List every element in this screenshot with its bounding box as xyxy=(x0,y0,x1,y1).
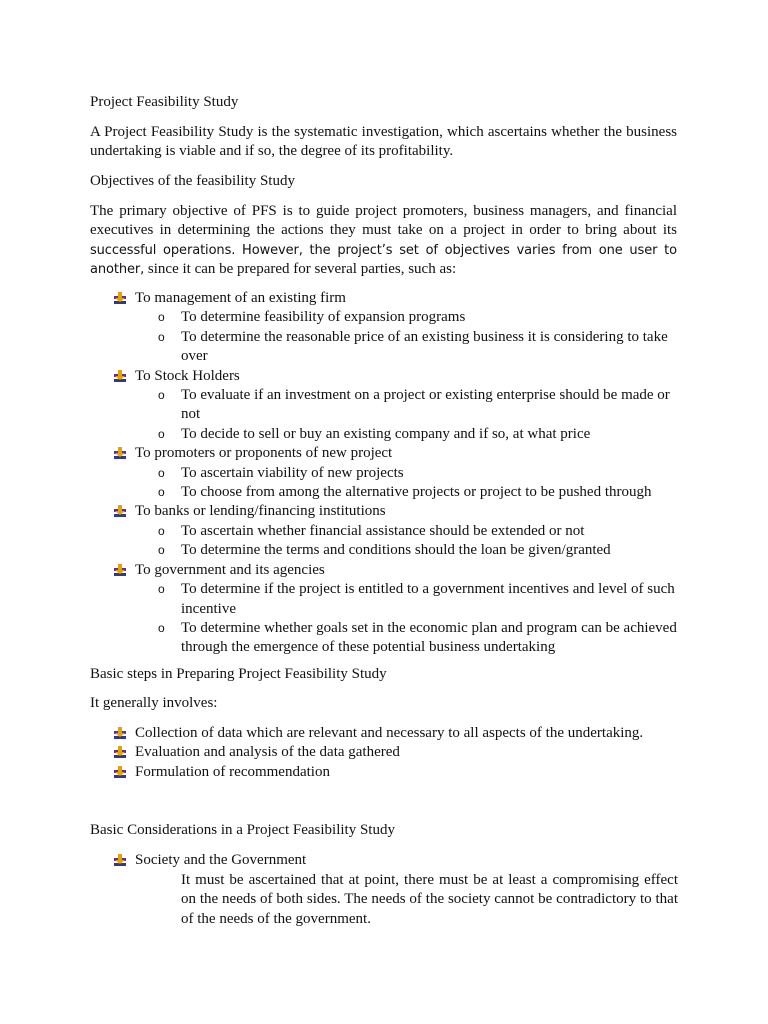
circle-bullet-icon: o xyxy=(158,426,165,441)
consideration-item xyxy=(90,851,680,870)
sub-item-text: To determine the terms and conditions should the loan be given/granted xyxy=(181,542,611,559)
sub-item-text: To ascertain whether financial assistance should be extended or not xyxy=(181,522,585,539)
steps-heading: Basic steps in Preparing Project Feasibility Study xyxy=(90,666,387,682)
arrow-bullet-icon xyxy=(114,505,126,518)
objectives-text-c: since it can be prepared for several parties, such as: xyxy=(147,261,457,278)
circle-bullet-icon: o xyxy=(158,620,165,635)
objectives-paragraph xyxy=(90,202,677,280)
parties-list xyxy=(90,289,680,658)
arrow-bullet-icon xyxy=(114,564,126,577)
party-label: To banks or lending/financing institutions xyxy=(135,503,386,520)
arrow-bullet-icon xyxy=(114,746,126,759)
consideration-text: It must be ascertained that at point, there must be at least a compromising effect on the needs of both sides. The needs of the society cannot be contradictory to that of the needs of the government. xyxy=(181,872,678,927)
step-text: Evaluation and analysis of the data gathered xyxy=(135,744,400,761)
sub-item xyxy=(90,522,680,541)
page-title: Project Feasibility Study xyxy=(90,94,239,110)
sub-item xyxy=(90,328,680,367)
steps-intro: It generally involves: xyxy=(90,695,218,711)
sub-item xyxy=(90,464,680,483)
party-item xyxy=(90,367,680,386)
arrow-bullet-icon xyxy=(114,854,126,867)
intro-paragraph: A Project Feasibility Study is the systematic investigation, which ascertains whether the business undertaking is viable and if so, the degree of its profitability. xyxy=(90,124,677,160)
sub-item xyxy=(90,386,680,425)
sub-item-text: To choose from among the alternative projects or project to be pushed through xyxy=(181,484,652,501)
party-label: To government and its agencies xyxy=(135,561,325,578)
party-item xyxy=(90,444,680,463)
circle-bullet-icon: o xyxy=(158,485,165,500)
circle-bullet-icon: o xyxy=(158,465,165,480)
sub-item xyxy=(90,541,680,560)
sub-item-text: To ascertain viability of new projects xyxy=(181,464,404,481)
circle-bullet-icon: o xyxy=(158,582,165,597)
step-item xyxy=(90,724,680,743)
party-label: To Stock Holders xyxy=(135,367,240,384)
sub-item-text: To determine if the project is entitled to a government incentives and level of such incentive xyxy=(181,581,675,617)
sub-item-text: To evaluate if an investment on a project or existing enterprise should be made or not xyxy=(181,387,670,423)
circle-bullet-icon: o xyxy=(158,310,165,325)
party-label: To management of an existing firm xyxy=(135,290,346,306)
sub-item-text: To determine the reasonable price of an existing business it is considering to take over xyxy=(181,328,668,365)
step-item xyxy=(90,743,680,762)
objectives-text-b: successful operations. However, the project’s set of objectives varies from one user to another, xyxy=(90,242,677,278)
circle-bullet-icon: o xyxy=(158,543,165,558)
step-item xyxy=(90,763,680,782)
sub-item xyxy=(90,425,680,444)
sub-item-text: To decide to sell or buy an existing company and if so, at what price xyxy=(181,425,591,442)
considerations-heading: Basic Considerations in a Project Feasibility Study xyxy=(90,822,395,838)
sub-item-text: To determine feasibility of expansion programs xyxy=(181,309,466,326)
objectives-text-a: The primary objective of PFS is to guide project promoters, business managers, and financial executives in determining the actions they must take on a project in order to bring about its xyxy=(90,203,677,239)
sub-item xyxy=(90,580,680,619)
party-item xyxy=(90,502,680,521)
consideration-label: Society and the Government xyxy=(135,852,307,868)
arrow-bullet-icon xyxy=(114,447,126,460)
party-item xyxy=(90,561,680,580)
steps-list xyxy=(90,724,680,782)
step-text: Collection of data which are relevant and necessary to all aspects of the undertaking. xyxy=(135,725,644,741)
considerations-list xyxy=(90,851,680,870)
circle-bullet-icon: o xyxy=(158,523,165,538)
step-text: Formulation of recommendation xyxy=(135,763,330,780)
sub-item-text: To determine whether goals set in the economic plan and program can be achieved through the emergence of these potential business undertaking xyxy=(181,619,677,656)
arrow-bullet-icon xyxy=(114,727,126,740)
circle-bullet-icon: o xyxy=(158,388,165,403)
arrow-bullet-icon xyxy=(114,370,126,383)
arrow-bullet-icon xyxy=(114,292,126,305)
party-item xyxy=(90,289,680,308)
arrow-bullet-icon xyxy=(114,766,126,779)
objectives-heading: Objectives of the feasibility Study xyxy=(90,173,295,189)
sub-item xyxy=(90,308,680,327)
party-label: To promoters or proponents of new project xyxy=(135,445,393,462)
sub-item xyxy=(90,483,680,502)
circle-bullet-icon: o xyxy=(158,329,165,344)
sub-item xyxy=(90,619,680,658)
